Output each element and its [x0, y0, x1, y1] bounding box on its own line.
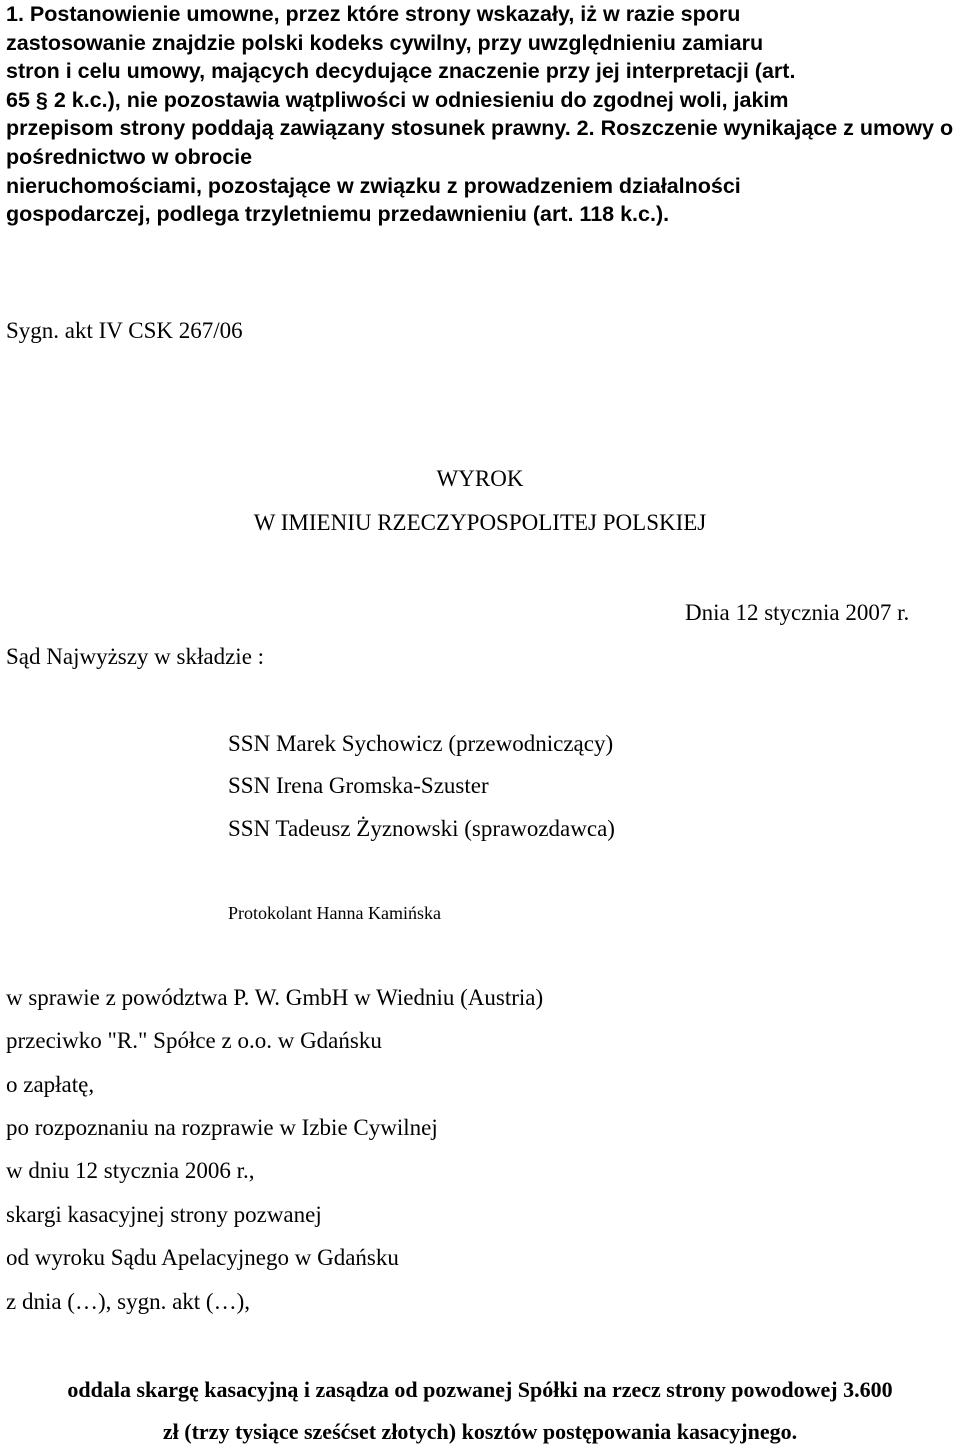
- thesis-line: 65 § 2 k.c.), nie pozostawia wątpliwości w odniesieniu do zgodnej woli, jakim: [6, 87, 789, 112]
- thesis-line: gospodarczej, podlega trzyletniemu przedawnieniu (art. 118 k.c.).: [6, 202, 670, 227]
- thesis-line: nieruchomościami, pozostające w związku z prowadzeniem działalności: [6, 173, 741, 198]
- case-detail-line: o zapłatę,: [6, 1072, 95, 1097]
- judge-member: SSN Irena Gromska-Szuster: [228, 773, 489, 798]
- thesis-line: stron i celu umowy, mających decydujące znaczenie przy jej interpretacji (art.: [6, 59, 796, 84]
- judge-rapporteur: SSN Tadeusz Żyznowski (sprawozdawca): [228, 816, 615, 841]
- thesis-line: zastosowanie znajdzie polski kodeks cywilny, przy uwzględnieniu zamiaru: [6, 30, 764, 55]
- judge-presiding: SSN Marek Sychowicz (przewodniczący): [228, 731, 614, 756]
- case-detail-line: przeciwko "R." Spółce z o.o. w Gdańsku: [6, 1028, 382, 1053]
- ruling-line: oddala skargę kasacyjną i zasądza od pozwanej Spółki na rzecz strony powodowej 3.600: [67, 1377, 893, 1402]
- case-detail-line: w sprawie z powództwa P. W. GmbH w Wiedniu (Austria): [6, 985, 544, 1010]
- judgment-title: WYROK: [436, 466, 524, 491]
- thesis-text: [6, 0, 956, 229]
- judgment-date: Dnia 12 stycznia 2007 r.: [685, 600, 910, 625]
- judgment-subtitle: W IMIENIU RZECZYPOSPOLITEJ POLSKIEJ: [253, 510, 707, 535]
- case-detail-line: w dniu 12 stycznia 2006 r.,: [6, 1158, 255, 1183]
- case-signature: Sygn. akt IV CSK 267/06: [6, 318, 243, 343]
- case-detail-line: po rozpoznaniu na rozprawie w Izbie Cywilnej: [6, 1115, 438, 1140]
- case-detail-line: skargi kasacyjnej strony pozwanej: [6, 1202, 322, 1227]
- court-clerk: Protokolant Hanna Kamińska: [228, 903, 441, 923]
- case-detail-line: z dnia (…), sygn. akt (…),: [6, 1289, 250, 1314]
- ruling-line: zł (trzy tysiące sześćset złotych) kosztów postępowania kasacyjnego.: [162, 1419, 798, 1444]
- thesis-line: przepisom strony poddają zawiązany stosunek prawny. 2. Roszczenie wynikające z umowy o pośrednictwo w obrocie: [6, 116, 954, 169]
- case-detail-line: od wyroku Sądu Apelacyjnego w Gdańsku: [6, 1245, 399, 1270]
- court-composition-label: Sąd Najwyższy w składzie :: [6, 644, 265, 669]
- thesis-line: 1. Postanowienie umowne, przez które strony wskazały, iż w razie sporu: [6, 2, 741, 26]
